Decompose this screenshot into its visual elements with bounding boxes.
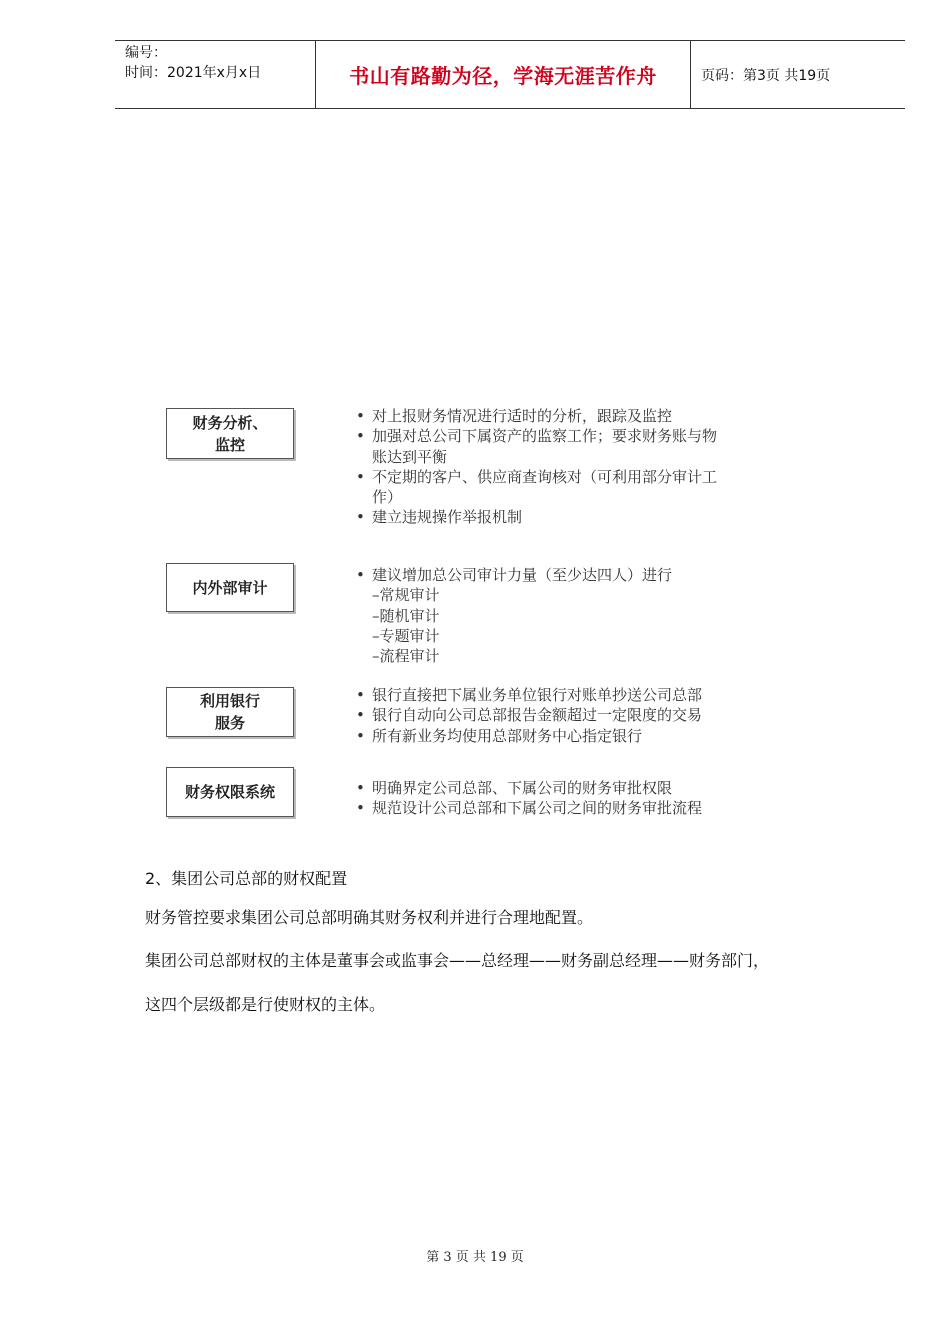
list-item: • 银行直接把下属业务单位银行对账单抄送公司总部: [356, 686, 703, 704]
bullet-icon: •: [356, 566, 365, 584]
list-financial-authority-system: [356, 778, 826, 819]
bullet-icon: •: [356, 726, 365, 745]
bullet-icon: •: [356, 706, 365, 725]
list-item: • 建议增加总公司审计力量（至少达四人）进行: [356, 566, 673, 584]
header-page-info: 页码：第3页 共19页: [701, 67, 831, 84]
bullet-icon: •: [356, 779, 365, 797]
box-financial-authority-system: [166, 767, 294, 817]
list-item: • 加强对总公司下属资产的监察工作；要求财务账与物 账达到平衡: [356, 427, 718, 466]
box-label-line: 财务分析、: [192, 413, 268, 432]
bullet-icon: •: [356, 467, 365, 486]
list-bank-services: [356, 685, 826, 746]
list-item: • 所有新业务均使用总部财务中心指定银行: [356, 726, 643, 745]
header-meta: [115, 41, 315, 108]
bullet-icon: •: [356, 427, 365, 446]
box-label-line: 监控: [214, 435, 245, 454]
section-heading: 2、集团公司总部的财权配置: [145, 869, 348, 888]
list-internal-external-audit: [356, 565, 826, 666]
header-motto: 书山有路勤为径，学海无涯苦作舟: [315, 41, 691, 108]
list-item: • 银行自动向公司总部报告金额超过一定限度的交易: [356, 706, 703, 725]
box-label-line: 服务: [214, 714, 245, 732]
list-item: • 建立违规操作举报机制: [356, 508, 523, 527]
sub-item: –专题审计: [372, 626, 440, 645]
bullet-icon: •: [356, 508, 365, 527]
list-item: • 明确界定公司总部、下属公司的财务审批权限: [356, 779, 673, 797]
box-financial-analysis: [166, 408, 294, 459]
list-item: • 对上报财务情况进行适时的分析，跟踪及监控: [356, 407, 673, 425]
list-financial-analysis: [356, 406, 826, 528]
box-label-line: 利用银行: [199, 692, 260, 710]
number-label: 编号：: [125, 45, 167, 61]
paragraph-2-line-1: 集团公司总部财权的主体是董事会或监事会——总经理——财务副总经理——财务部门，: [145, 951, 770, 970]
sub-item: –常规审计: [372, 586, 440, 605]
sub-item: –流程审计: [372, 647, 440, 666]
time-label: 时间：2021年x月x日: [125, 65, 262, 81]
bullet-icon: •: [356, 686, 365, 704]
page-footer: 第 3 页 共 19 页: [426, 1250, 524, 1265]
box-internal-external-audit: [166, 563, 294, 612]
bullet-icon: •: [356, 407, 365, 425]
list-item: • 规范设计公司总部和下属公司之间的财务审批流程: [356, 799, 703, 818]
paragraph-2-line-2: 这四个层级都是行使财权的主体。: [145, 995, 386, 1014]
box-label-line: 财务权限系统: [184, 783, 275, 801]
list-item: • 不定期的客户、供应商查询核对（可利用部分审计工 作）: [356, 467, 718, 507]
box-bank-services: [166, 687, 294, 737]
paragraph-1: 财务管控要求集团公司总部明确其财务权利并进行合理地配置。: [145, 908, 594, 927]
page-header: [115, 40, 905, 109]
sub-item: –随机审计: [372, 606, 440, 625]
bullet-icon: •: [356, 799, 365, 818]
box-label-line: 内外部审计: [192, 578, 268, 597]
